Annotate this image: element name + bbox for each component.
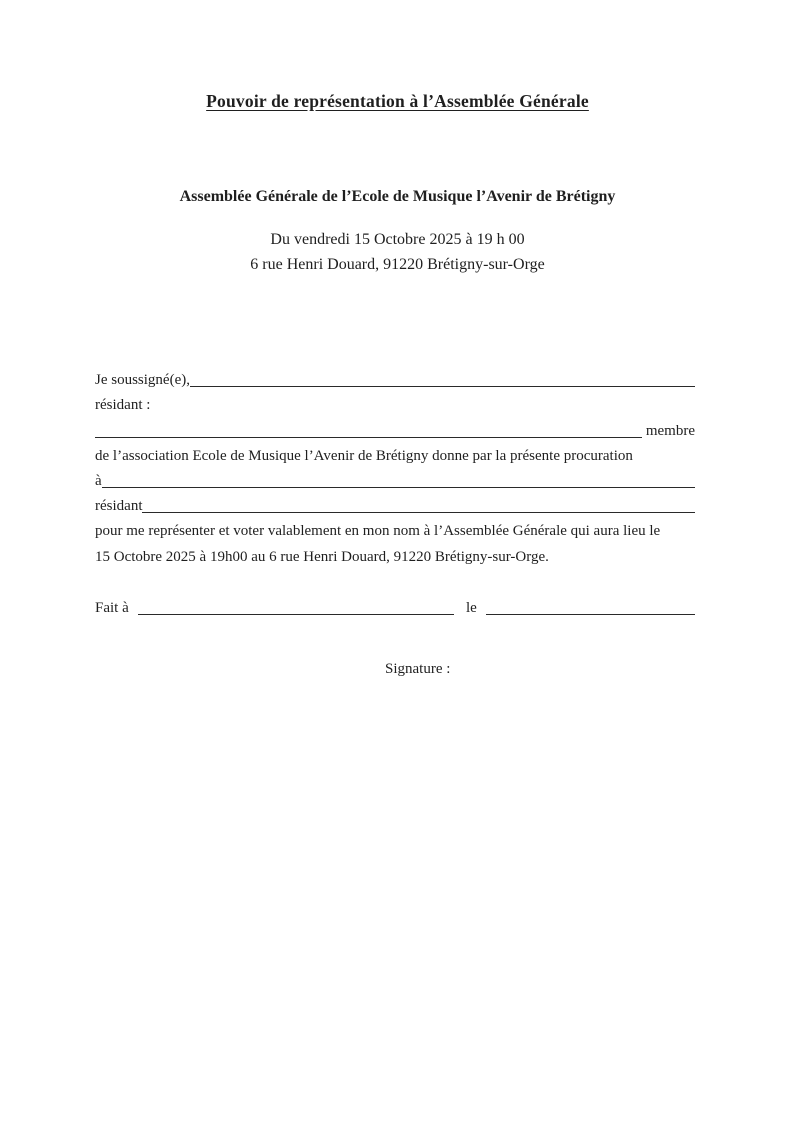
line-representer <box>95 517 695 542</box>
blank-line-date <box>486 614 695 615</box>
a-label: à <box>95 472 102 489</box>
event-details <box>0 228 795 277</box>
proxy-form-body <box>95 366 695 568</box>
signature-label: Signature : <box>385 661 451 677</box>
blank-line-proxy-name <box>102 487 695 488</box>
fait-a-label: Fait à <box>95 600 133 617</box>
line-residant2 <box>95 492 695 517</box>
le-label: le <box>462 600 481 617</box>
line-association <box>95 442 695 467</box>
event-recap-text: 15 Octobre 2025 à 19h00 au 6 rue Henri Douard, 91220 Brétigny-sur-Orge. <box>95 548 549 565</box>
blank-line-place <box>138 614 455 615</box>
membre-label: membre <box>642 422 695 439</box>
blank-line-proxy-address <box>142 512 695 513</box>
event-address: 6 rue Henri Douard, 91220 Brétigny-sur-Orge <box>250 255 545 273</box>
line-procuration-a <box>95 467 695 492</box>
representer-text: pour me représenter et voter valablement en mon nom à l’Assemblée Générale qui aura lieu le <box>95 523 661 540</box>
residant-label: résidant : <box>95 397 151 414</box>
association-text: de l’association Ecole de Musique l’Avenir de Brétigny donne par la présente procuration <box>95 447 633 464</box>
line-soussigne <box>95 366 695 391</box>
line-residant <box>95 391 695 416</box>
line-fait-a <box>95 594 695 619</box>
document-title: Pouvoir de représentation à l’Assemblée Générale <box>206 91 589 111</box>
soussigne-label: Je soussigné(e), <box>95 372 190 389</box>
residant2-label: résidant <box>95 498 143 515</box>
blank-line-name <box>190 386 695 387</box>
line-event-recap <box>95 542 695 567</box>
line-membre <box>95 416 695 441</box>
event-datetime: Du vendredi 15 Octobre 2025 à 19 h 00 <box>270 231 525 248</box>
blank-line-address <box>95 437 642 438</box>
assembly-subtitle: Assemblée Générale de l’Ecole de Musique l’Avenir de Brétigny <box>179 188 616 205</box>
